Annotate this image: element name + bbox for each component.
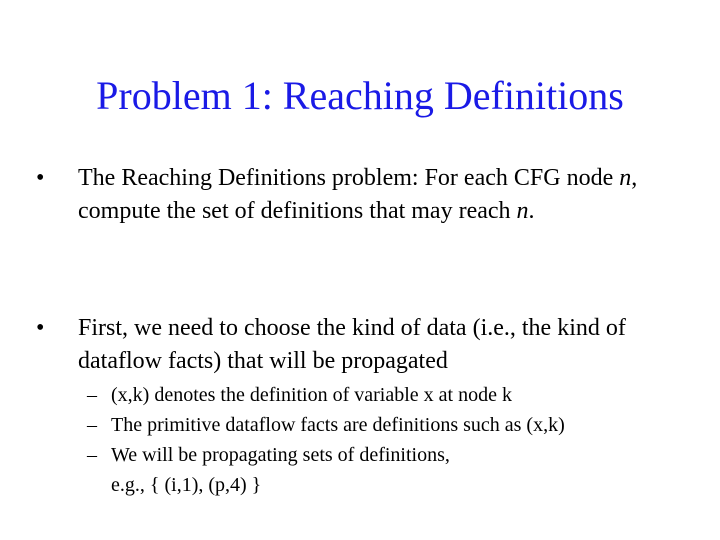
bullet-text-part: The Reaching Definitions problem: For each CFG node	[78, 165, 620, 191]
variable-n: n	[516, 198, 529, 224]
dash-marker: –	[87, 444, 97, 466]
sub-bullet-text: We will be propagating sets of definitions,	[111, 444, 450, 466]
sub-bullet-text: The primitive dataflow facts are definitions such as (x,k)	[111, 414, 565, 436]
sub-bullet-item	[87, 380, 687, 410]
sub-bullet-text: (x,k) denotes the definition of variable x at node k	[111, 384, 512, 406]
bullet-text-part: , compute the set of definitions that may reach	[78, 165, 638, 224]
sub-bullet-item	[87, 410, 687, 440]
bullet-text	[78, 162, 676, 228]
bullet-marker: •	[36, 165, 45, 191]
sub-bullet-list	[87, 380, 687, 500]
bullet-marker: •	[36, 315, 45, 341]
slide-title: Problem 1: Reaching Definitions	[96, 73, 624, 118]
dash-marker: –	[87, 414, 97, 436]
variable-n: n	[619, 165, 632, 191]
sub-bullet-item	[87, 440, 687, 500]
bullet-text: First, we need to choose the kind of data (i.e., the kind of dataflow facts) that will be propagated	[78, 315, 626, 374]
bullet-reaching-definitions-problem	[36, 162, 676, 228]
bullet-text-part: .	[528, 198, 535, 224]
bullet-choose-data-kind	[36, 312, 676, 378]
sub-bullet-text-continuation: e.g., { (i,1), (p,4) }	[111, 474, 262, 496]
dash-marker: –	[87, 384, 97, 406]
